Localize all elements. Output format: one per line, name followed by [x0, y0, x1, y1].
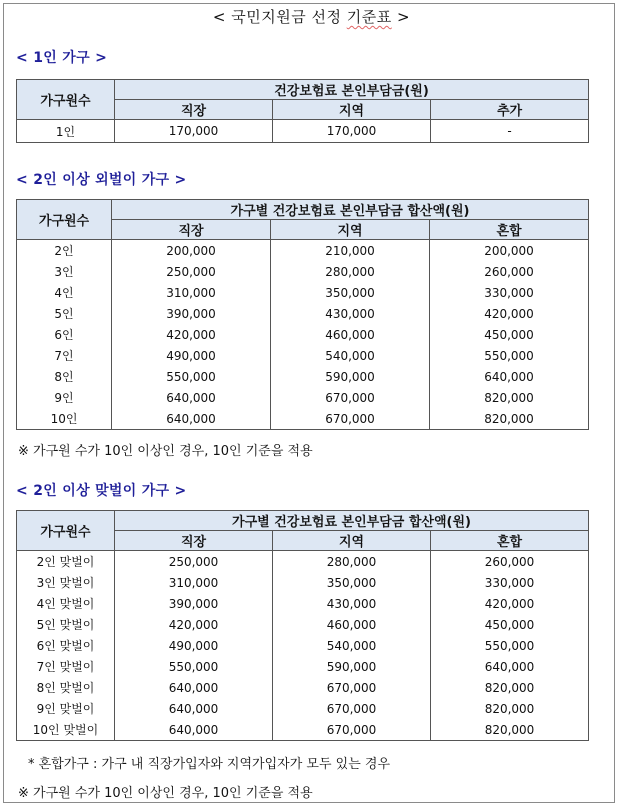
amount-cell: 550,000: [112, 366, 271, 387]
table-dual-earner: [16, 510, 589, 741]
household-size-cell: 3인 맞벌이: [17, 572, 115, 593]
household-size-cell: 9인 맞벌이: [17, 698, 115, 719]
subcol-header: 지역: [273, 100, 431, 120]
amount-cell: 490,000: [115, 635, 273, 656]
amount-cell: 820,000: [431, 698, 589, 719]
amount-cell: 670,000: [271, 387, 430, 408]
amount-cell: 590,000: [273, 656, 431, 677]
amount-cell: 640,000: [112, 387, 271, 408]
subcol-header: 지역: [271, 220, 430, 240]
amount-cell: 330,000: [431, 572, 589, 593]
amount-cell: 640,000: [115, 677, 273, 698]
subcol-header: 직장: [115, 100, 273, 120]
amount-cell: 820,000: [431, 719, 589, 741]
amount-cell: 540,000: [273, 635, 431, 656]
table-row: [17, 698, 589, 719]
household-size-cell: 7인 맞벌이: [17, 656, 115, 677]
table-header: 가구별 건강보험료 본인부담금 합산액(원): [115, 511, 589, 531]
amount-cell: 200,000: [112, 240, 271, 262]
amount-cell: 280,000: [273, 551, 431, 573]
amount-cell: 820,000: [430, 408, 589, 430]
household-size-cell: 6인: [17, 324, 112, 345]
subcol-header: 직장: [115, 531, 273, 551]
table-single-household: [16, 79, 589, 143]
amount-cell: 310,000: [112, 282, 271, 303]
amount-cell: 820,000: [431, 677, 589, 698]
amount-cell: 260,000: [431, 551, 589, 573]
table-header: 가구별 건강보험료 본인부담금 합산액(원): [112, 200, 589, 220]
amount-cell: 310,000: [115, 572, 273, 593]
table-row: [17, 261, 589, 282]
amount-cell: 640,000: [112, 408, 271, 430]
household-size-cell: 2인 맞벌이: [17, 551, 115, 573]
table-row: [17, 303, 589, 324]
amount-cell: 820,000: [430, 387, 589, 408]
table-row: [17, 593, 589, 614]
table-row: [17, 719, 589, 741]
table-row: [17, 408, 589, 430]
household-size-cell: 5인: [17, 303, 112, 324]
table-row: [17, 614, 589, 635]
amount-cell: 670,000: [273, 677, 431, 698]
cell: -: [431, 120, 589, 143]
household-size-cell: 7인: [17, 345, 112, 366]
subcol-header: 지역: [273, 531, 431, 551]
household-size-cell: 6인 맞벌이: [17, 635, 115, 656]
amount-cell: 250,000: [112, 261, 271, 282]
amount-cell: 390,000: [112, 303, 271, 324]
amount-cell: 640,000: [430, 366, 589, 387]
col-group-header: 가구원수: [17, 200, 112, 240]
household-size-cell: 5인 맞벌이: [17, 614, 115, 635]
amount-cell: 350,000: [273, 572, 431, 593]
subcol-header: 직장: [112, 220, 271, 240]
section2-heading: < 2인 이상 외벌이 가구 >: [16, 172, 187, 188]
title-prefix: < 국민지원금 선정: [212, 8, 347, 26]
household-size-cell: 4인 맞벌이: [17, 593, 115, 614]
title-keyword: 기준표: [346, 8, 392, 26]
amount-cell: 460,000: [271, 324, 430, 345]
table-row: [17, 551, 589, 573]
household-size-cell: 10인 맞벌이: [17, 719, 115, 741]
col-group-header: 가구원수: [17, 80, 115, 120]
amount-cell: 590,000: [271, 366, 430, 387]
amount-cell: 350,000: [271, 282, 430, 303]
table-row: [17, 635, 589, 656]
cell: 1인: [17, 120, 115, 143]
household-size-cell: 4인: [17, 282, 112, 303]
amount-cell: 550,000: [115, 656, 273, 677]
amount-cell: 450,000: [430, 324, 589, 345]
amount-cell: 490,000: [112, 345, 271, 366]
amount-cell: 540,000: [271, 345, 430, 366]
amount-cell: 670,000: [271, 408, 430, 430]
table-row: [17, 366, 589, 387]
amount-cell: 640,000: [115, 698, 273, 719]
amount-cell: 210,000: [271, 240, 430, 262]
subcol-header: 혼합: [431, 531, 589, 551]
subcol-header: 추가: [431, 100, 589, 120]
amount-cell: 550,000: [431, 635, 589, 656]
amount-cell: 640,000: [431, 656, 589, 677]
amount-cell: 200,000: [430, 240, 589, 262]
subcol-header: 혼합: [430, 220, 589, 240]
note-limit-dual: ※ 가구원 수가 10인 이상인 경우, 10인 기준을 적용: [18, 786, 313, 801]
amount-cell: 670,000: [273, 698, 431, 719]
note-limit-single: ※ 가구원 수가 10인 이상인 경우, 10인 기준을 적용: [18, 444, 313, 459]
amount-cell: 550,000: [430, 345, 589, 366]
amount-cell: 260,000: [430, 261, 589, 282]
household-size-cell: 8인 맞벌이: [17, 677, 115, 698]
section1-heading: < 1인 가구 >: [16, 50, 108, 66]
note-mixed-household: * 혼합가구 : 가구 내 직장가입자와 지역가입자가 모두 있는 경우: [28, 757, 391, 772]
table-single-earner: [16, 199, 589, 430]
household-size-cell: 2인: [17, 240, 112, 262]
amount-cell: 460,000: [273, 614, 431, 635]
household-size-cell: 10인: [17, 408, 112, 430]
section3-heading: < 2인 이상 맞벌이 가구 >: [16, 483, 187, 499]
household-size-cell: 3인: [17, 261, 112, 282]
table-row: [17, 387, 589, 408]
amount-cell: 430,000: [271, 303, 430, 324]
amount-cell: 450,000: [431, 614, 589, 635]
table-row: [17, 240, 589, 262]
household-size-cell: 9인: [17, 387, 112, 408]
table-row: [17, 572, 589, 593]
table-row: [17, 677, 589, 698]
amount-cell: 430,000: [273, 593, 431, 614]
table-header: 건강보험료 본인부담금(원): [115, 80, 589, 100]
amount-cell: 670,000: [273, 719, 431, 741]
cell: 170,000: [115, 120, 273, 143]
amount-cell: 250,000: [115, 551, 273, 573]
table-row: [17, 282, 589, 303]
amount-cell: 640,000: [115, 719, 273, 741]
amount-cell: 420,000: [112, 324, 271, 345]
table-row: [17, 324, 589, 345]
amount-cell: 330,000: [430, 282, 589, 303]
table-row: [17, 345, 589, 366]
amount-cell: 390,000: [115, 593, 273, 614]
cell: 170,000: [273, 120, 431, 143]
amount-cell: 420,000: [430, 303, 589, 324]
household-size-cell: 8인: [17, 366, 112, 387]
col-group-header: 가구원수: [17, 511, 115, 551]
amount-cell: 420,000: [115, 614, 273, 635]
table-row: [17, 120, 589, 143]
amount-cell: 420,000: [431, 593, 589, 614]
table-row: [17, 656, 589, 677]
amount-cell: 280,000: [271, 261, 430, 282]
title-suffix: >: [391, 8, 411, 26]
page-title: [0, 6, 623, 27]
